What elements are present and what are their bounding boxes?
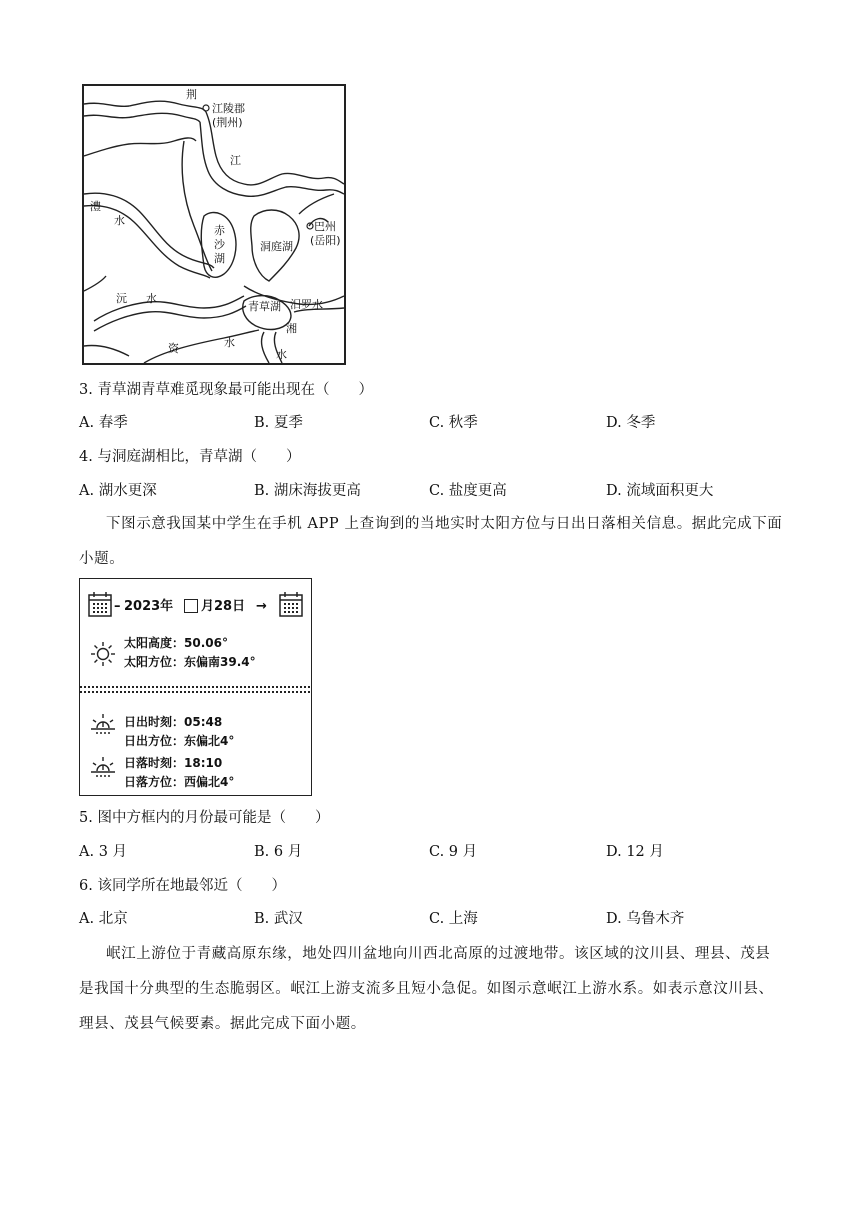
map-label-chisha-1: 赤 xyxy=(214,224,225,237)
map-label-shui-1: 水 xyxy=(114,214,125,227)
prev-date-arrow[interactable]: – xyxy=(114,599,121,614)
date-year: 2023年 xyxy=(124,599,174,614)
intro-1-line-2: 小题。 xyxy=(79,551,125,567)
map-label-li: 澧 xyxy=(90,200,101,213)
map-label-jingzhou: (荆州) xyxy=(212,116,243,129)
question-4-option-c[interactable]: C. 盐度更高 xyxy=(429,483,507,499)
map-label-shui-3: 水 xyxy=(276,348,287,361)
map-label-qingcao: 青草湖 xyxy=(248,300,281,313)
map-label-jiangling: 江陵郡 xyxy=(212,102,245,115)
map-label-dongting: 洞庭湖 xyxy=(260,240,293,253)
map-label-bazhou: 巴州 xyxy=(314,220,336,233)
map-label-miluo: 汨罗水 xyxy=(290,298,323,311)
question-4-option-d[interactable]: D. 流域面积更大 xyxy=(606,483,714,499)
map-label-chisha-3: 湖 xyxy=(214,252,225,265)
sun-icon xyxy=(90,641,116,667)
map-label-yueyang: (岳阳) xyxy=(310,234,341,247)
lake-region-map xyxy=(82,84,346,365)
question-4-option-b[interactable]: B. 湖床海拔更高 xyxy=(254,483,361,499)
month-blank-box xyxy=(184,599,198,613)
map-label-chisha-2: 沙 xyxy=(214,238,225,251)
intro-2-line-1: 岷江上游位于青藏高原东缘，地处四川盆地向川西北高原的过渡地带。该区域的汶川县、理县、茂县 xyxy=(106,946,771,962)
sunrise-time: 日出时刻：05:48 xyxy=(124,715,223,729)
intro-2-line-2: 是我国十分典型的生态脆弱区。岷江上游支流多且短小急促。如图示意岷江上游水系。如表示意汶川县、 xyxy=(79,981,774,997)
question-4-option-a[interactable]: A. 湖水更深 xyxy=(79,483,157,499)
question-6-option-d[interactable]: D. 乌鲁木齐 xyxy=(606,911,685,927)
sunrise-icon xyxy=(90,713,116,735)
question-4-stem: 4. 与洞庭湖相比，青草湖（ ） xyxy=(79,449,301,465)
divider-bottom xyxy=(80,691,310,693)
question-5-option-d[interactable]: D. 12 月 xyxy=(606,844,664,860)
divider-top xyxy=(80,686,310,688)
sun-info-app-panel xyxy=(79,578,312,796)
question-3-option-c[interactable]: C. 秋季 xyxy=(429,415,478,431)
question-3-option-a[interactable]: A. 春季 xyxy=(79,415,128,431)
calendar-icon-left[interactable] xyxy=(88,591,112,617)
question-3-option-b[interactable]: B. 夏季 xyxy=(254,415,303,431)
question-5-stem: 5. 图中方框内的月份最可能是（ ） xyxy=(79,810,330,826)
sunset-time: 日落时刻：18:10 xyxy=(124,756,223,770)
map-label-shui-4: 水 xyxy=(224,336,235,349)
map-label-shui-2: 水 xyxy=(146,292,157,305)
question-6-stem: 6. 该同学所在地最邻近（ ） xyxy=(79,878,286,894)
question-5-option-b[interactable]: B. 6 月 xyxy=(254,844,303,860)
question-6-option-c[interactable]: C. 上海 xyxy=(429,911,478,927)
question-6-option-b[interactable]: B. 武汉 xyxy=(254,911,303,927)
intro-1-line-1: 下图示意我国某中学生在手机 APP 上查询到的当地实时太阳方位与日出日落相关信息。据此完成下面 xyxy=(106,516,783,532)
question-5-option-a[interactable]: A. 3 月 xyxy=(79,844,128,860)
sun-altitude: 太阳高度：50.06° xyxy=(124,636,228,650)
sunset-direction: 日落方位：西偏北4° xyxy=(124,775,235,789)
sunrise-direction: 日出方位：东偏北4° xyxy=(124,734,235,748)
intro-2-line-3: 理县、茂县气候要素。据此完成下面小题。 xyxy=(79,1016,366,1032)
question-3-stem: 3. 青草湖青草难觅现象最可能出现在（ ） xyxy=(79,382,373,398)
map-label-jiang: 江 xyxy=(230,154,241,167)
map-label-yuan: 沅 xyxy=(116,292,127,305)
question-6-option-a[interactable]: A. 北京 xyxy=(79,911,128,927)
sunset-icon xyxy=(90,756,116,778)
question-3-option-d[interactable]: D. 冬季 xyxy=(606,415,656,431)
date-day: 月28日 xyxy=(201,599,246,614)
map-label-jing: 荆 xyxy=(186,88,197,101)
map-label-zi: 资 xyxy=(168,342,179,355)
calendar-icon-right[interactable] xyxy=(279,591,303,617)
next-date-arrow[interactable]: → xyxy=(256,599,267,614)
sun-azimuth: 太阳方位：东偏南39.4° xyxy=(124,655,256,669)
map-label-xiang: 湘 xyxy=(286,322,297,335)
question-5-option-c[interactable]: C. 9 月 xyxy=(429,844,478,860)
